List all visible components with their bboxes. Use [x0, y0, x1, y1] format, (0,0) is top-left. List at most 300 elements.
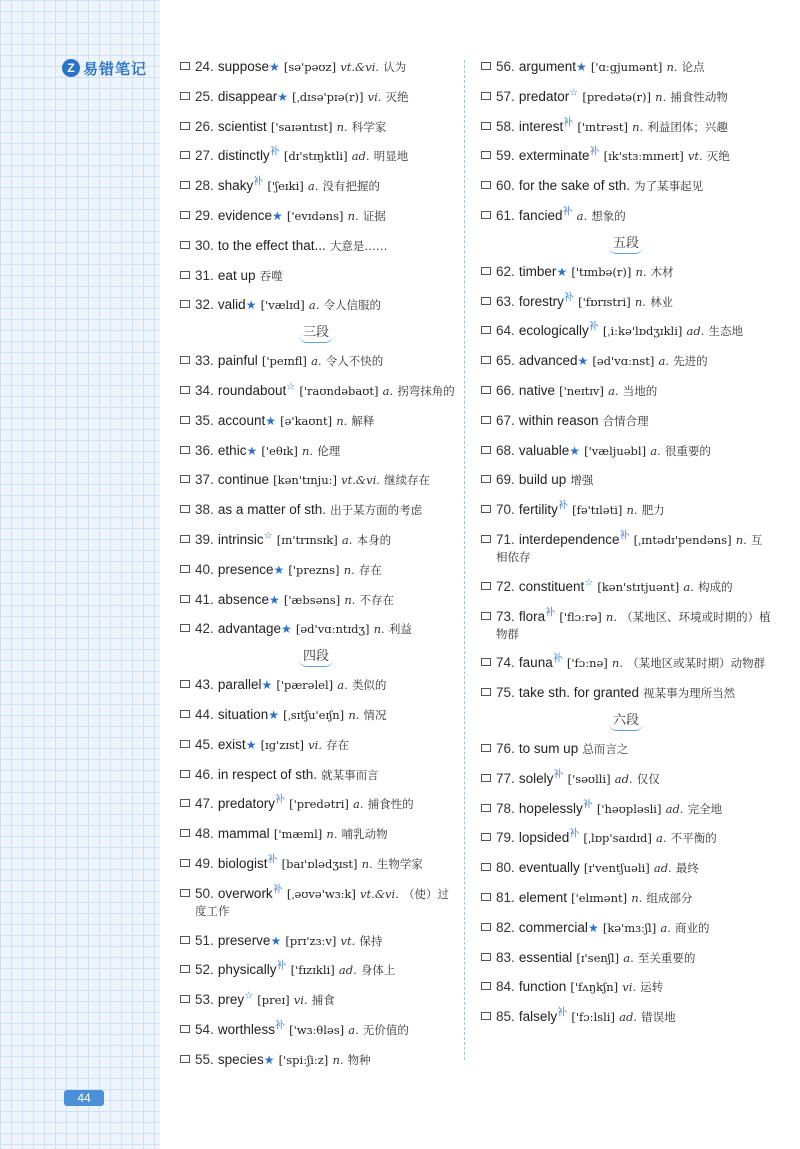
star-outline-icon: ☆ — [263, 530, 273, 542]
entry-word: ecologically — [518, 323, 589, 339]
entry-meaning: 组成部分 — [646, 890, 693, 905]
star-filled-icon: ★ — [577, 354, 589, 369]
entry-number: 50. — [195, 885, 214, 901]
entry-word: eat up — [217, 267, 256, 283]
entry-meaning: 解释 — [351, 413, 375, 428]
entry-meaning: 哺乳动物 — [341, 827, 388, 842]
entry-number: 80. — [496, 860, 515, 876]
vocab-entry — [481, 471, 771, 489]
entry-phonetic: ['elɪmənt] — [571, 890, 628, 905]
entry-text — [496, 859, 699, 877]
entry-number: 42. — [195, 621, 214, 637]
supplement-mark: 补 — [619, 530, 630, 542]
entry-meaning: 生物学家 — [376, 856, 423, 871]
entry-word: constituent — [518, 578, 585, 594]
vocab-entry — [481, 770, 771, 788]
entry-pos: n. — [666, 60, 678, 74]
supplement-mark: 补 — [552, 654, 563, 666]
entry-phonetic: ['prezns] — [288, 562, 340, 577]
entry-text — [195, 501, 422, 519]
checkbox-icon[interactable] — [180, 595, 190, 603]
checkbox-icon[interactable] — [180, 535, 190, 543]
vocab-entry — [180, 381, 455, 400]
section-label: 三段 — [299, 324, 333, 343]
vocab-entry — [180, 885, 452, 920]
star-outline-icon: ☆ — [244, 990, 254, 1002]
entry-phonetic: ['həʊpləsli] — [596, 801, 662, 816]
checkbox-icon[interactable] — [180, 799, 190, 807]
entry-word: interdependence — [518, 531, 620, 547]
entry-pos: a. — [382, 383, 394, 398]
entry-number: 46. — [195, 766, 214, 782]
entry-pos: ad. — [665, 801, 684, 816]
entry-text — [496, 118, 728, 136]
entry-pos: n. — [635, 264, 647, 279]
section-heading — [481, 235, 771, 254]
page-number: 44 — [64, 1090, 104, 1106]
vocab-entry — [180, 147, 452, 165]
entry-phonetic: ['peɪnfl] — [261, 354, 307, 369]
checkbox-icon[interactable] — [481, 982, 491, 990]
entry-phonetic: [ˌsɪtʃu'eɪʃn] — [283, 707, 345, 722]
entry-number: 35. — [195, 412, 214, 428]
entry-text — [496, 88, 728, 106]
checkbox-icon[interactable] — [481, 267, 491, 275]
badge-icon: Z — [62, 59, 80, 77]
entry-text — [496, 800, 722, 818]
vocab-entry — [180, 412, 452, 430]
checkbox-icon[interactable] — [481, 181, 491, 189]
entry-meaning: 伦理 — [317, 443, 341, 458]
entry-word: to sum up — [518, 740, 579, 756]
entry-text — [496, 501, 665, 519]
checkbox-icon[interactable] — [481, 122, 491, 130]
entry-pos: n. — [626, 503, 638, 518]
entry-word: as a matter of sth. — [217, 502, 326, 518]
entry-word: solely — [518, 770, 554, 786]
entry-word: fauna — [518, 655, 553, 671]
entry-number: 48. — [195, 826, 214, 842]
entry-pos: ad. — [614, 771, 633, 786]
entry-phonetic: [fə'tɪləti] — [572, 503, 623, 518]
entry-number: 66. — [496, 382, 515, 398]
entry-phonetic: [ɪn'trɪnsɪk] — [276, 532, 338, 547]
vocab-entry — [180, 591, 452, 609]
checkbox-icon[interactable] — [481, 92, 491, 100]
entry-meaning: 认为 — [383, 60, 407, 74]
entry-word: advantage — [217, 621, 281, 637]
entry-word: painful — [217, 353, 258, 369]
entry-phonetic: ['fɔːlsli] — [571, 1010, 615, 1025]
entry-number: 41. — [195, 591, 214, 607]
entry-phonetic: [prɪ'zɜːv] — [285, 933, 337, 948]
checkbox-icon[interactable] — [180, 829, 190, 837]
entry-phonetic: ['væljuəbl] — [584, 443, 647, 458]
checkbox-icon[interactable] — [180, 1025, 190, 1033]
entry-word: biologist — [217, 855, 268, 871]
vocab-entry — [180, 932, 452, 950]
entry-word: commercial — [518, 919, 588, 935]
star-filled-icon: ★ — [271, 208, 283, 223]
vocab-entry — [180, 118, 452, 136]
entry-word: physically — [217, 962, 277, 978]
entry-phonetic: ['pærəlel] — [276, 678, 334, 693]
entry-pos: a. — [623, 950, 634, 965]
entry-phonetic: [ə'kaʊnt] — [280, 413, 333, 428]
entry-meaning: 构成的 — [698, 579, 733, 594]
entry-pos: n. — [336, 413, 348, 428]
entry-pos: vt. — [687, 149, 703, 164]
entry-pos: n. — [302, 443, 314, 458]
entry-phonetic: ['fɒrɪstri] — [578, 294, 631, 309]
supplement-mark: 补 — [545, 607, 556, 619]
entry-meaning: 吞噬 — [259, 268, 283, 283]
entry-pos: a. — [683, 579, 694, 594]
entry-meaning: 捕食性动物 — [670, 89, 728, 104]
checkbox-icon[interactable] — [481, 658, 491, 666]
entry-text — [496, 147, 730, 165]
entry-number: 53. — [195, 992, 214, 1008]
checkbox-icon[interactable] — [180, 680, 190, 688]
entry-text — [496, 654, 765, 672]
entry-number: 29. — [195, 207, 214, 223]
star-filled-icon: ★ — [245, 737, 257, 752]
checkbox-icon[interactable] — [481, 863, 491, 871]
entry-meaning: 生态地 — [708, 324, 744, 339]
entry-number: 64. — [496, 323, 515, 339]
star-filled-icon: ★ — [265, 413, 276, 428]
checkbox-icon[interactable] — [180, 122, 190, 130]
entry-meaning: 出于某方面的考虑 — [330, 503, 423, 518]
entry-text — [195, 531, 391, 549]
entry-number: 85. — [496, 1009, 515, 1025]
entry-pos: n. — [611, 656, 623, 671]
entry-word: preserve — [217, 932, 271, 948]
vocab-entry — [180, 676, 452, 694]
entry-pos: n. — [632, 119, 644, 134]
entry-pos: a. — [311, 354, 322, 369]
checkbox-icon[interactable] — [180, 92, 190, 100]
entry-meaning: 保持 — [359, 933, 383, 948]
checkbox-icon[interactable] — [481, 953, 491, 961]
entry-phonetic: ['flɔːrə] — [559, 609, 602, 624]
checkbox-icon[interactable] — [481, 535, 491, 543]
entry-phonetic: ['tɪmbə(r)] — [571, 264, 632, 279]
entry-meaning: （某地区或某时期）动物群 — [627, 656, 766, 671]
entry-word: advanced — [518, 353, 578, 369]
entry-phonetic: [sə'pəʊz] — [283, 60, 337, 74]
star-filled-icon: ★ — [268, 60, 280, 74]
checkbox-icon[interactable] — [481, 582, 491, 590]
entry-phonetic: [ˌəʊvə'wɜːk] — [286, 886, 356, 901]
checkbox-icon[interactable] — [481, 804, 491, 812]
entry-meaning: 林业 — [650, 294, 674, 309]
checkbox-icon[interactable] — [180, 710, 190, 718]
supplement-mark: 补 — [274, 795, 285, 806]
entry-number: 73. — [496, 608, 515, 624]
checkbox-icon[interactable] — [481, 297, 491, 305]
entry-text — [195, 177, 380, 195]
checkbox-icon[interactable] — [180, 386, 190, 394]
entry-word: eventually — [518, 860, 580, 876]
entry-pos: vt.&vi. — [341, 473, 380, 488]
entry-phonetic: [dɪ'stɪŋktli] — [283, 149, 348, 164]
entry-pos: ad. — [338, 963, 357, 978]
star-filled-icon: ★ — [245, 298, 257, 313]
supplement-mark: 补 — [276, 960, 287, 972]
entry-text — [496, 382, 657, 400]
entry-phonetic: [əd'vɑːnst] — [592, 354, 655, 369]
checkbox-icon[interactable] — [481, 923, 491, 931]
entry-word: argument — [518, 59, 576, 74]
vocab-entry — [180, 736, 452, 754]
entry-phonetic: [ɪ'senʃl] — [576, 950, 620, 965]
entry-number: 31. — [195, 267, 214, 283]
entry-meaning: 想象的 — [591, 208, 626, 223]
entry-pos: vi. — [622, 980, 637, 995]
entry-text — [496, 471, 593, 489]
entry-phonetic: [ˌlɒp'saɪdɪd] — [583, 831, 652, 846]
checkbox-icon[interactable] — [180, 505, 190, 513]
entry-number: 57. — [496, 88, 515, 104]
checkbox-icon[interactable] — [180, 241, 190, 249]
entry-text — [195, 118, 386, 136]
entry-word: take sth. for granted — [518, 685, 639, 701]
entry-text — [195, 1021, 409, 1039]
entry-meaning: （某地区、环境或时期的）植物群 — [496, 609, 771, 641]
supplement-mark: 补 — [272, 884, 283, 896]
vocab-entry — [481, 412, 771, 430]
entry-pos: n. — [655, 89, 667, 104]
entry-text — [195, 620, 412, 638]
entry-word: absence — [217, 591, 269, 607]
entry-text — [496, 770, 660, 788]
vocab-entry — [481, 684, 771, 702]
checkbox-icon[interactable] — [180, 416, 190, 424]
entry-text — [195, 961, 395, 979]
checkbox-icon[interactable] — [481, 774, 491, 782]
entry-text — [195, 561, 382, 579]
checkbox-icon[interactable] — [481, 505, 491, 513]
entry-text — [195, 267, 283, 285]
entry-number: 32. — [195, 297, 214, 313]
entry-number: 49. — [195, 855, 214, 871]
checkbox-icon[interactable] — [481, 475, 491, 483]
entry-text — [496, 207, 626, 225]
checkbox-icon[interactable] — [180, 936, 190, 944]
entry-meaning: 存在 — [358, 562, 382, 577]
vocab-entry — [481, 501, 771, 519]
checkbox-icon[interactable] — [481, 446, 491, 454]
notes-badge — [62, 56, 147, 80]
entry-number: 40. — [195, 561, 214, 577]
vocab-entry — [180, 825, 452, 843]
entry-number: 61. — [496, 207, 515, 223]
entry-meaning: 类似的 — [351, 678, 387, 693]
star-filled-icon: ★ — [261, 678, 273, 693]
entry-meaning: 总而言之 — [582, 741, 629, 756]
checkbox-icon[interactable] — [481, 326, 491, 334]
entry-word: intrinsic — [217, 531, 264, 547]
entry-word: valid — [217, 297, 246, 313]
entry-phonetic: ['mæml] — [273, 827, 323, 842]
entry-number: 39. — [195, 531, 214, 547]
vocab-entry — [180, 58, 452, 76]
checkbox-icon[interactable] — [180, 859, 190, 867]
checkbox-icon[interactable] — [481, 386, 491, 394]
vocab-entry — [481, 608, 771, 643]
star-filled-icon: ★ — [246, 443, 258, 458]
entry-word: exist — [217, 736, 246, 752]
checkbox-icon[interactable] — [180, 889, 190, 897]
entry-number: 84. — [496, 979, 515, 995]
entry-pos: vi. — [308, 737, 323, 752]
vocab-entry — [180, 531, 452, 549]
entry-phonetic: [kə'mɜːʃl] — [602, 920, 657, 935]
entry-pos: n. — [343, 562, 355, 577]
entry-number: 83. — [496, 949, 515, 965]
vocab-entry — [481, 177, 771, 195]
vocab-entry — [180, 795, 452, 813]
checkbox-icon[interactable] — [180, 1055, 190, 1063]
entry-meaning: 木材 — [650, 264, 674, 279]
vocab-entry — [481, 531, 771, 566]
vocab-entry — [180, 991, 452, 1009]
vocab-entry — [481, 919, 771, 937]
entry-text — [496, 263, 674, 281]
checkbox-icon[interactable] — [180, 475, 190, 483]
entry-meaning: 不存在 — [359, 592, 395, 607]
entry-meaning: 情况 — [363, 707, 387, 722]
checkbox-icon[interactable] — [481, 612, 491, 620]
entry-phonetic: ['fɔːnə] — [566, 656, 608, 671]
checkbox-icon[interactable] — [481, 1012, 491, 1020]
entry-phonetic: ['vælɪd] — [260, 298, 305, 313]
checkbox-icon[interactable] — [180, 271, 190, 279]
entry-word: valuable — [518, 442, 570, 458]
star-filled-icon: ★ — [556, 264, 568, 279]
checkbox-icon[interactable] — [180, 356, 190, 364]
entry-number: 51. — [195, 932, 214, 948]
entry-pos: a. — [341, 532, 353, 547]
vocab-entry — [180, 706, 452, 724]
entry-text — [195, 885, 452, 920]
entry-text — [496, 889, 692, 907]
checkbox-icon[interactable] — [481, 416, 491, 424]
entry-pos: n. — [344, 592, 356, 607]
vocab-entry — [180, 207, 452, 225]
star-filled-icon: ★ — [270, 933, 282, 948]
entry-meaning: 为了某事起见 — [634, 179, 704, 194]
checkbox-icon[interactable] — [180, 770, 190, 778]
vocab-entry — [481, 58, 771, 76]
vocab-entry — [481, 1008, 771, 1026]
entry-pos: a. — [658, 354, 670, 369]
entry-phonetic: ['neɪtɪv] — [559, 383, 604, 398]
entry-meaning: 捕食 — [311, 993, 335, 1008]
entry-number: 52. — [195, 962, 214, 978]
vocab-entry — [481, 263, 771, 281]
entry-meaning: 商业的 — [674, 920, 710, 935]
checkbox-icon[interactable] — [481, 893, 491, 901]
entry-meaning: 存在 — [326, 737, 350, 752]
checkbox-icon[interactable] — [180, 181, 190, 189]
entry-meaning: 利益 — [388, 622, 412, 637]
checkbox-icon[interactable] — [481, 151, 491, 159]
entry-pos: a. — [307, 179, 319, 194]
entry-text — [195, 58, 406, 76]
entry-phonetic: ['səʊlli] — [567, 771, 611, 786]
entry-word: worthless — [217, 1021, 275, 1037]
vocab-entry — [180, 620, 452, 638]
entry-word: within reason — [518, 412, 599, 428]
entry-phonetic: ['evɪdəns] — [286, 208, 344, 223]
vocab-entry — [180, 855, 452, 873]
checkbox-icon[interactable] — [180, 965, 190, 973]
entry-word: prey — [217, 992, 245, 1008]
entry-number: 70. — [496, 502, 515, 518]
checkbox-icon[interactable] — [481, 62, 491, 70]
entry-pos: n. — [634, 294, 646, 309]
entry-word: predatory — [217, 796, 275, 812]
entry-meaning: 仅仅 — [636, 771, 660, 786]
checkbox-icon[interactable] — [180, 300, 190, 308]
vocab-entry — [481, 118, 771, 136]
entry-text — [195, 736, 349, 754]
entry-phonetic: ['fɪzɪkli] — [290, 963, 335, 978]
checkbox-icon[interactable] — [180, 624, 190, 632]
section-label: 五段 — [609, 235, 643, 254]
entry-text — [496, 352, 708, 370]
section-heading — [180, 648, 452, 667]
entry-pos: a. — [308, 298, 320, 313]
checkbox-icon[interactable] — [481, 833, 491, 841]
entry-word: ethic — [217, 442, 247, 458]
supplement-mark: 补 — [569, 829, 580, 840]
entry-phonetic: ['ɪntrəst] — [577, 119, 629, 134]
checkbox-icon[interactable] — [180, 151, 190, 159]
checkbox-icon[interactable] — [481, 356, 491, 364]
entry-text — [195, 591, 394, 609]
vocab-entry — [481, 293, 771, 311]
entry-number: 58. — [496, 118, 515, 134]
checkbox-icon[interactable] — [180, 62, 190, 70]
entry-text — [195, 88, 409, 106]
section-label: 六段 — [609, 712, 643, 731]
entry-pos: ad. — [653, 861, 672, 876]
checkbox-icon[interactable] — [180, 565, 190, 573]
entry-word: element — [518, 889, 567, 905]
checkbox-icon[interactable] — [180, 995, 190, 1003]
checkbox-icon[interactable] — [180, 211, 190, 219]
supplement-mark: 补 — [553, 769, 564, 781]
entry-pos: a. — [608, 383, 619, 398]
entry-meaning: 灭绝 — [385, 89, 409, 104]
checkbox-icon[interactable] — [481, 688, 491, 696]
checkbox-icon[interactable] — [180, 740, 190, 748]
entry-meaning: 很重要的 — [664, 443, 711, 458]
vocab-entry — [481, 382, 771, 400]
entry-number: 36. — [195, 442, 214, 458]
checkbox-icon[interactable] — [481, 211, 491, 219]
checkbox-icon[interactable] — [481, 744, 491, 752]
entry-word: presence — [217, 561, 274, 577]
entry-meaning: 最终 — [675, 861, 699, 876]
entry-number: 65. — [496, 353, 515, 369]
entry-text — [195, 147, 408, 165]
checkbox-icon[interactable] — [180, 446, 190, 454]
vocab-entry — [180, 267, 452, 285]
